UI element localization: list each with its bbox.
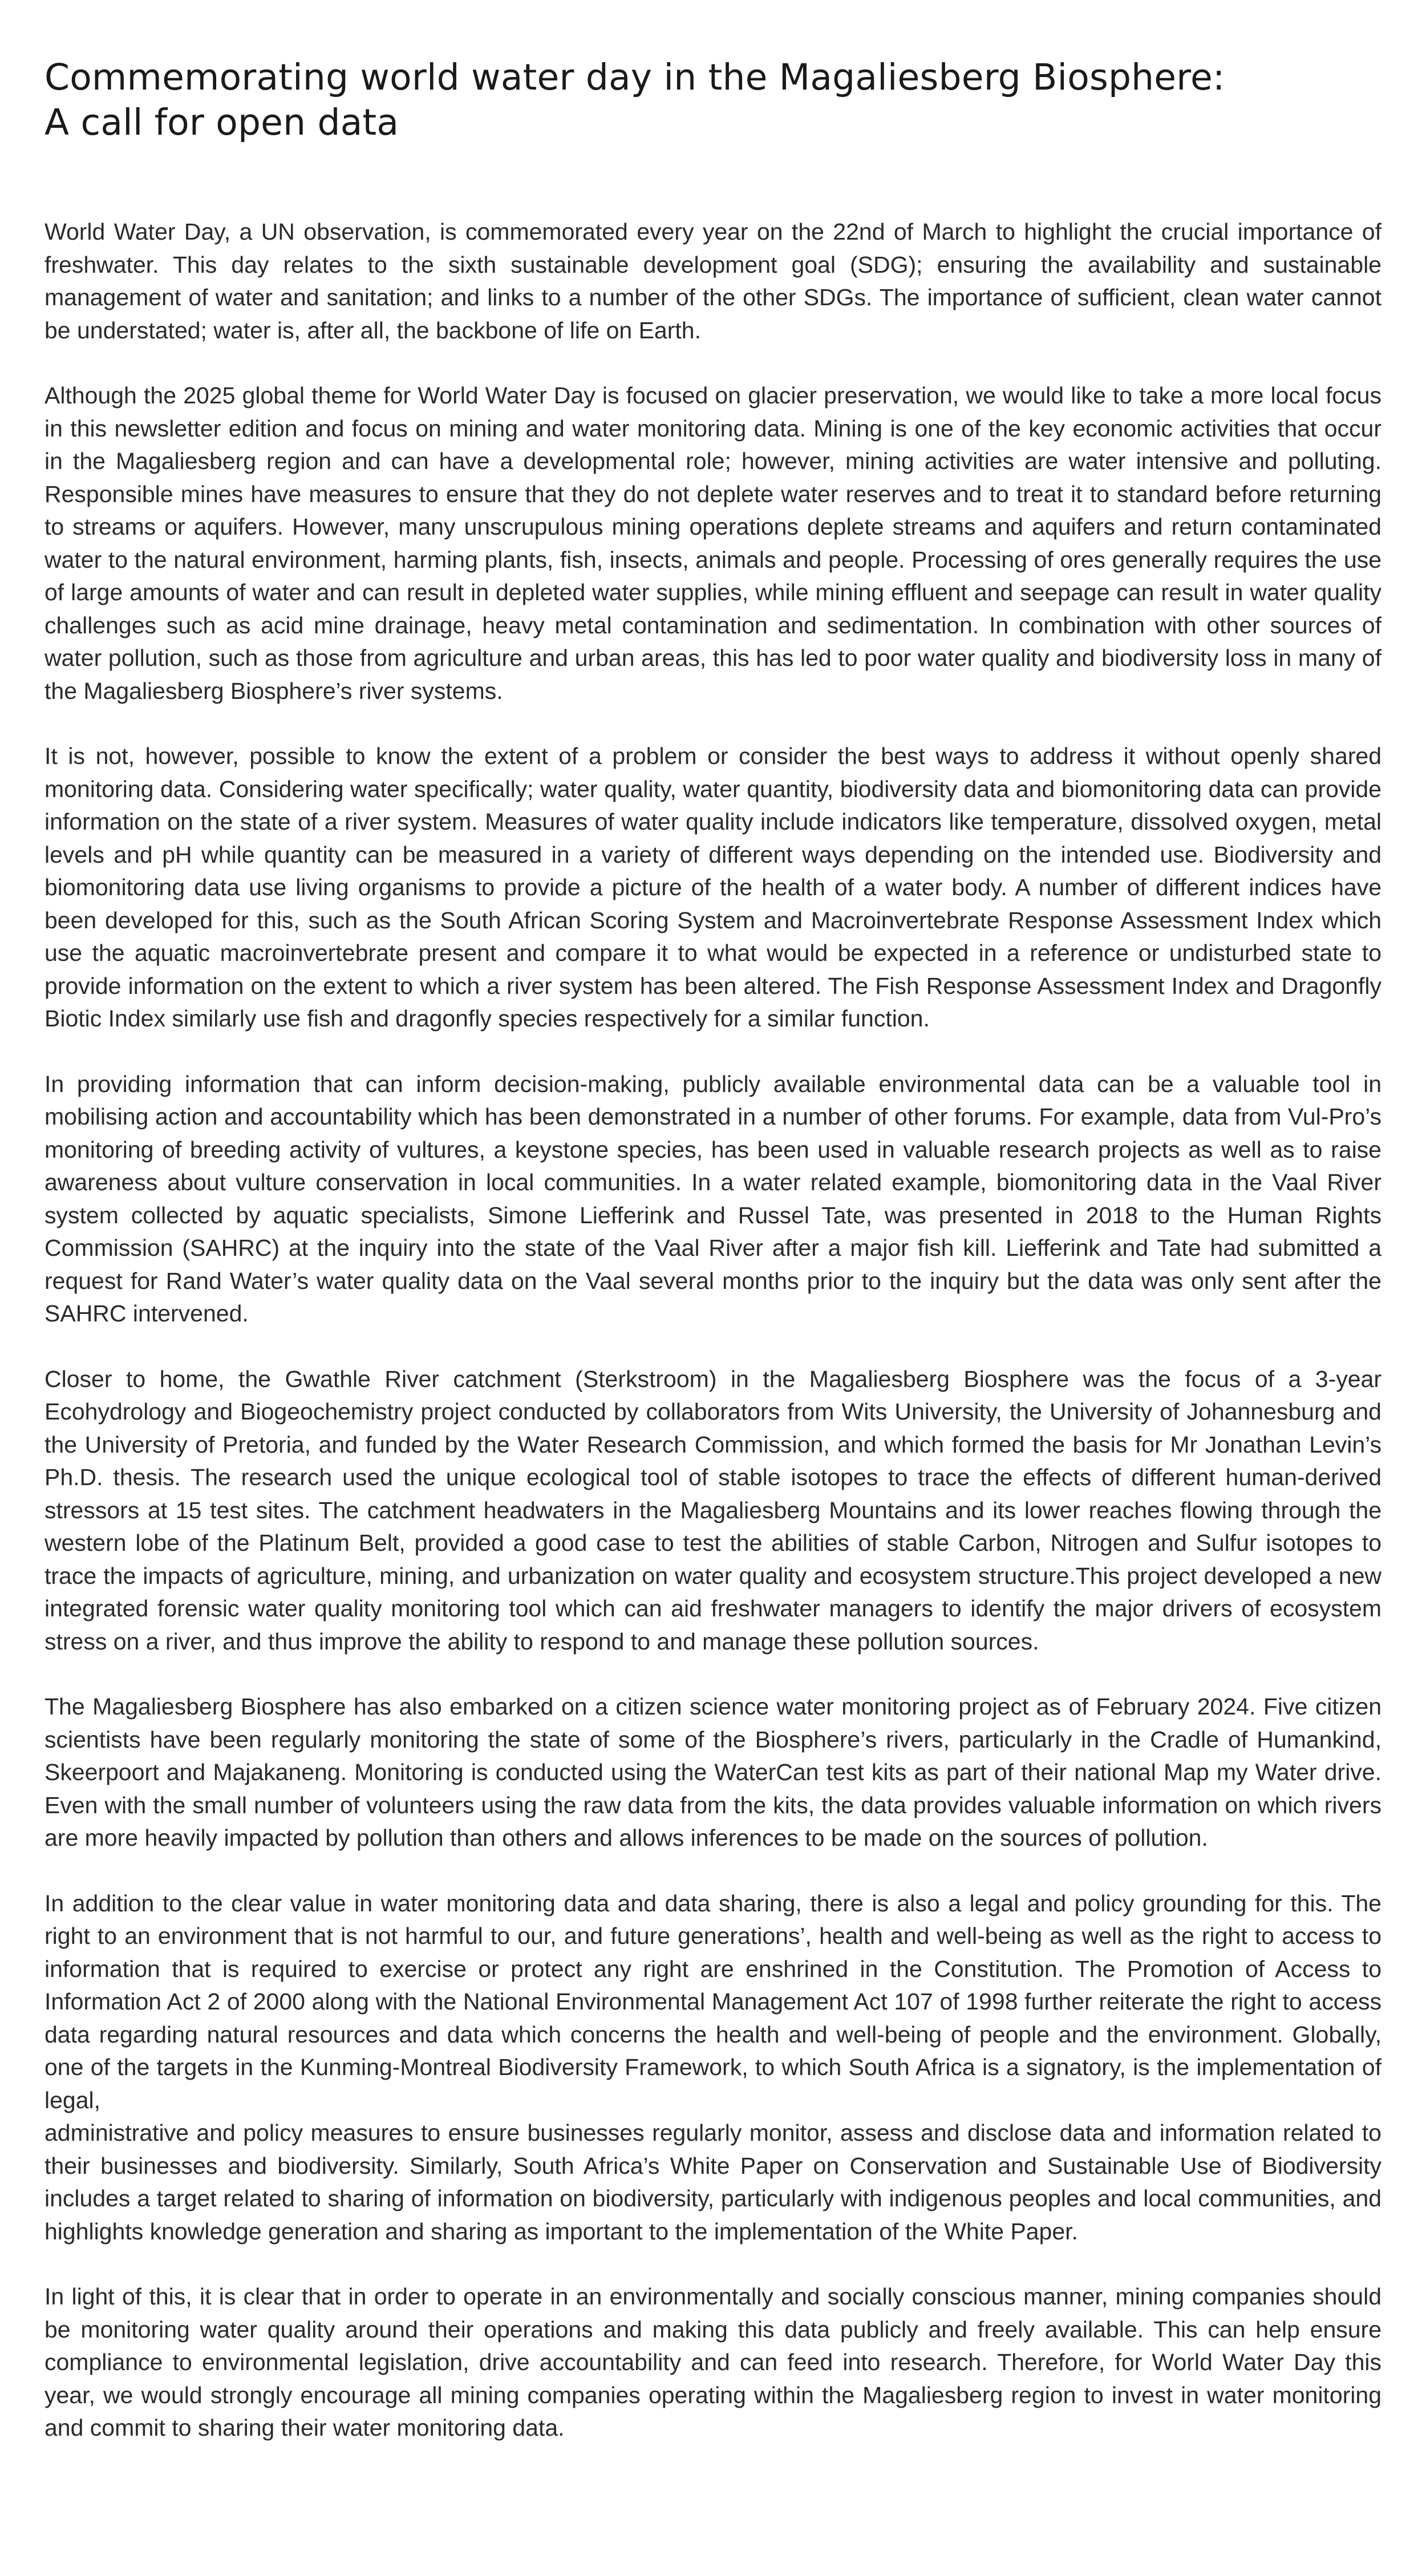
paragraph-legal-grounding-continued: administrative and policy measures to ensure businesses regularly monitor, assess and disclose data and information related to their businesses and biodiversity. Similarly, South Africa’s White Paper on Conservation and Sustainable Use of Biodiversity includes a target related to sharing of information on biodiversity, particularly with indigenous peoples and local communities, and highlights knowledge generation and sharing as important to the implementation of the White Paper. [44,2120,1382,2245]
title-line-1: Commemorating world water day in the Magaliesberg Biosphere: [44,56,1225,98]
article [44,0,1382,2477]
article-body [44,216,1382,2445]
paragraph-public-data-value: In providing information that can inform decision-making, publicly available environmental data can be a valuable tool in mobilising action and accountability which has been demonstrated in a number of other forums. For example, data from Vul-Pro’s monitoring of breeding activity of vultures, a keystone species, has been used in valuable research projects as well as to raise awareness about vulture conservation in local communities. In a water related example, biomonitoring data in the Vaal River system collected by aquatic specialists, Simone Liefferink and Russel Tate, was presented in 2018 to the Human Rights Commission (SAHRC) at the inquiry into the state of the Vaal River after a major fish kill. Liefferink and Tate had submitted a request for Rand Water’s water quality data on the Vaal several months prior to the inquiry but the data was only sent after the SAHRC intervened. [44,1070,1382,1327]
paragraph-citizen-science: The Magaliesberg Biosphere has also embarked on a citizen science water monitoring project as of February 2024. Five citizen scientists have been regularly monitoring the state of some of the Biosphere’s rivers, particularly in the Cradle of Humankind, Skeerpoort and Majakaneng. Monitoring is conducted using the WaterCan test kits as part of their national Map my Water drive. Even with the small number of volunteers using the raw data from the kits, the data provides valuable information on which rivers are more heavily impacted by pollution than others and allows inferences to be made on the sources of pollution. [44,1693,1382,1851]
paragraph-mining-and-water: Although the 2025 global theme for World Water Day is focused on glacier preservation, we would like to take a more local focus in this newsletter edition and focus on mining and water monitoring data. Mining is one of the key economic activities that occur in the Magaliesberg region and can have a developmental role; however, mining activities are water intensive and polluting. Responsible mines have measures to ensure that they do not deplete water reserves and to treat it to standard before returning to streams or aquifers. However, many unscrupulous mining operations deplete streams and aquifers and return contaminated water to the natural environment, harming plants, fish, insects, animals and people. Processing of ores generally requires the use of large amounts of water and can result in depleted water supplies, while mining effluent and seepage can result in water quality challenges such as acid mine drainage, heavy metal contamination and sedimentation. In combination with other sources of water pollution, such as those from agriculture and urban areas, this has led to poor water quality and biodiversity loss in many of the Magaliesberg Biosphere’s river systems. [44,382,1382,704]
paragraph-world-water-day: World Water Day, a UN observation, is commemorated every year on the 22nd of March to highlight the crucial importance of freshwater. This day relates to the sixth sustainable development goal (SDG); ensuring the availability and sustainable management of water and sanitation; and links to a number of the other SDGs. The importance of sufficient, clean water cannot be understated; water is, after all, the backbone of life on Earth. [44,219,1382,343]
article-title [44,55,1382,145]
title-line-2: A call for open data [44,102,399,143]
paragraph-legal-grounding: In addition to the clear value in water monitoring data and data sharing, there is also a legal and policy grounding for this. The right to an environment that is not harmful to our, and future generations’, health and well-being as well as the right to access to information that is required to exercise or protect any right are enshrined in the Constitution. The Promotion of Access to Information Act 2 of 2000 along with the National Environmental Management Act 107 of 1998 further reiterate the right to access data regarding natural resources and data which concerns the health and well-being of people and the environment. Globally, one of the targets in the Kunming-Montreal Biodiversity Framework, to which South Africa is a signatory, is the implementation of legal, [44,1890,1382,2113]
paragraph-monitoring-data: It is not, however, possible to know the extent of a problem or consider the best ways to address it without openly shared monitoring data. Considering water specifically; water quality, water quantity, biodiversity data and biomonitoring data can provide information on the state of a river system. Measures of water quality include indicators like temperature, dissolved oxygen, metal levels and pH while quantity can be measured in a variety of different ways depending on the intended use. Biodiversity and biomonitoring data use living organisms to provide a picture of the health of a water body. A number of different indices have been developed for this, such as the South African Scoring System and Macroinvertebrate Response Assessment Index which use the aquatic macroinvertebrate present and compare it to what would be expected in a reference or undisturbed state to provide information on the extent to which a river system has been altered. The Fish Response Assessment Index and Dragonfly Biotic Index similarly use fish and dragonfly species respectively for a similar function. [44,743,1382,1032]
paragraph-gwathle-river-project: Closer to home, the Gwathle River catchment (Sterkstroom) in the Magaliesberg Biosphere was the focus of a 3-year Ecohydrology and Biogeochemistry project conducted by collaborators from Wits University, the University of Johannesburg and the University of Pretoria, and funded by the Water Research Commission, and which formed the basis for Mr Jonathan Levin’s Ph.D. thesis. The research used the unique ecological tool of stable isotopes to trace the effects of different human-derived stressors at 15 test sites. The catchment headwaters in the Magaliesberg Mountains and its lower reaches flowing through the western lobe of the Platinum Belt, provided a good case to test the abilities of stable Carbon, Nitrogen and Sulfur isotopes to trace the impacts of agriculture, mining, and urbanization on water quality and ecosystem structure.This project developed a new integrated forensic water quality monitoring tool which can aid freshwater managers to identify the major drivers of ecosystem stress on a river, and thus improve the ability to respond to and manage these pollution sources. [44,1365,1382,1655]
paragraph-conclusion: In light of this, it is clear that in order to operate in an environmentally and socially conscious manner, mining companies should be monitoring water quality around their operations and making this data publicly and freely available. This can help ensure compliance to environmental legislation, drive accountability and can feed into research. Therefore, for World Water Day this year, we would strongly encourage all mining companies operating within the Magaliesberg region to invest in water monitoring and commit to sharing their water monitoring data. [44,2283,1382,2441]
